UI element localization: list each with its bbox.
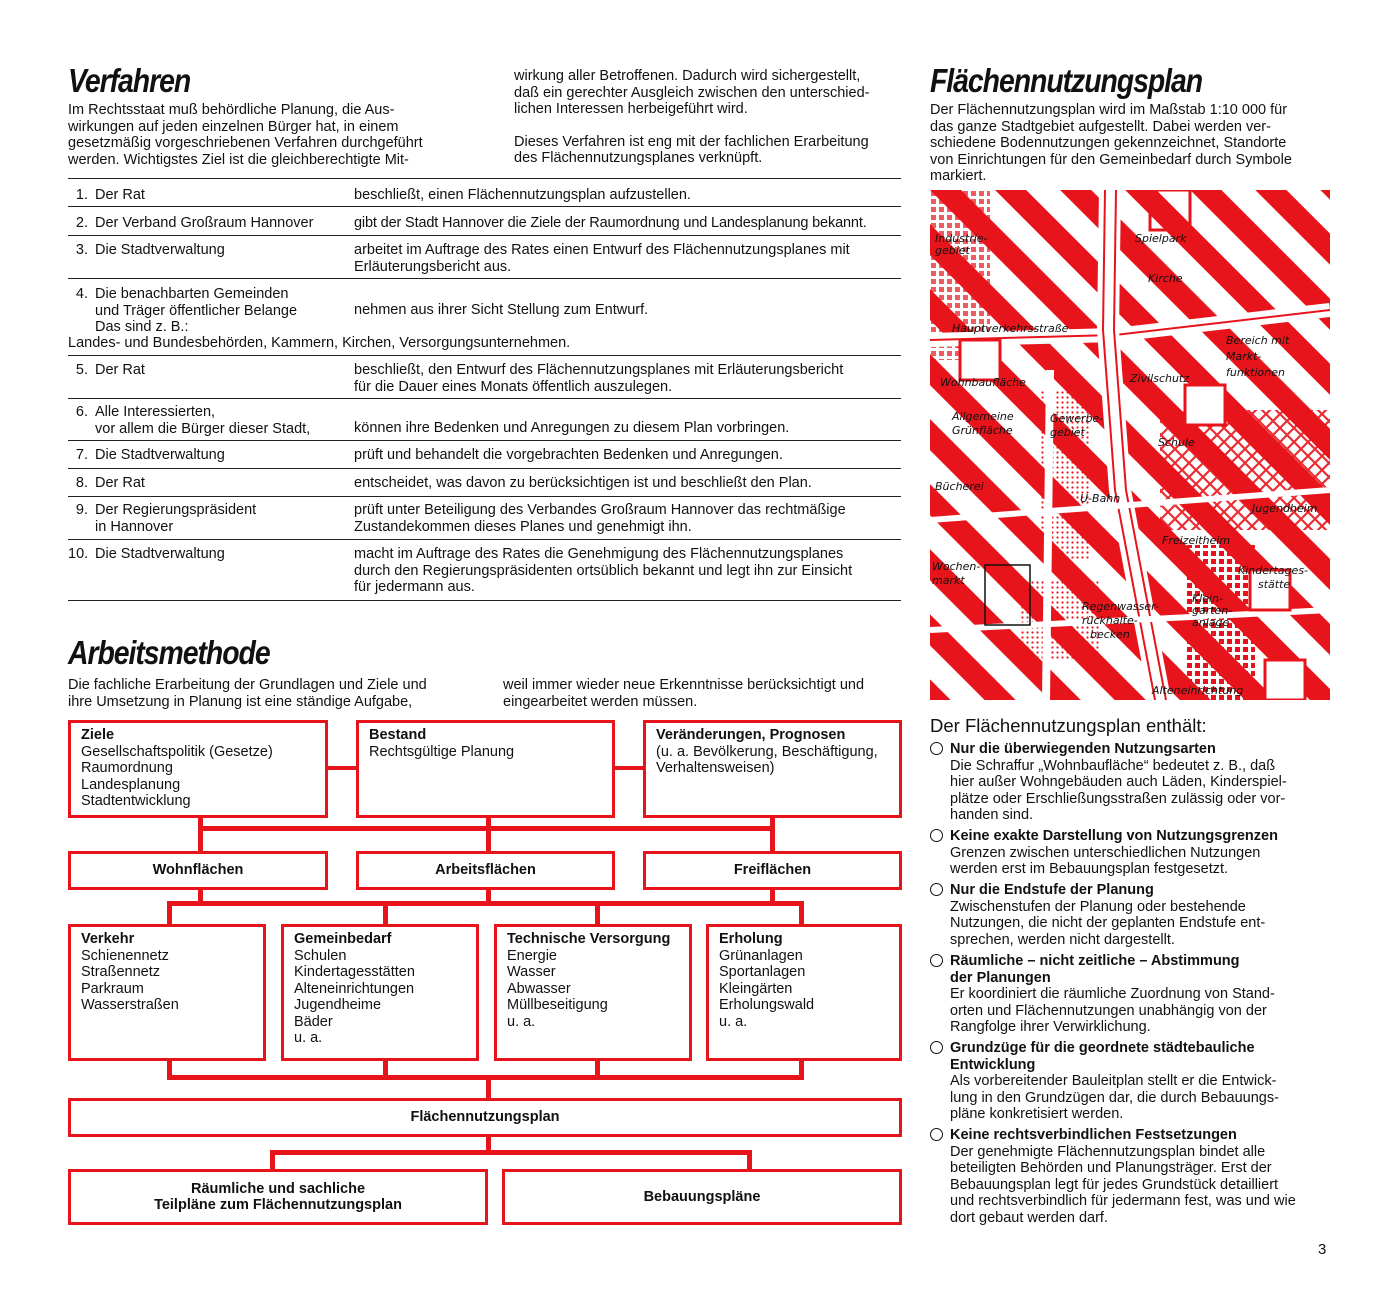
box-title: Veränderungen, Prognosen [656, 727, 846, 743]
circle-bullet-icon [930, 954, 943, 967]
step-action: nehmen aus ihrer Sicht Stellung zum Entwurf. [354, 302, 649, 318]
arbeitsmethode-intro-col2 [503, 677, 864, 710]
map-label: anlage [1192, 616, 1230, 629]
step-row [68, 496, 901, 540]
box-teilplaene [68, 1169, 488, 1225]
map-label: markt [932, 574, 965, 587]
text-line: Erläuterungsbericht aus. [354, 258, 512, 275]
map-label: Industrie- [935, 232, 988, 245]
box-line: Grünanlagen [719, 947, 803, 964]
text-line: ihre Umsetzung in Planung ist eine ständige Aufgabe, [68, 693, 413, 710]
box-line: u. a. [294, 1030, 323, 1046]
text-line: Grenzen zwischen unterschiedlichen Nutzungen [950, 844, 1261, 861]
map-label: garten- [1192, 604, 1233, 617]
step-row [68, 206, 901, 235]
list-item-text [950, 1144, 1340, 1227]
list-item [930, 828, 1340, 878]
step-number: 10. [68, 546, 89, 562]
step-subject: Die Stadtverwaltung [95, 546, 225, 562]
fnp-heading: Flächennutzungsplan [930, 62, 1203, 99]
text-line: Der Regierungspräsident [95, 502, 257, 518]
step-action: können ihre Bedenken und Anregungen zu diesem Plan vorbringen. [354, 420, 790, 436]
text-line: Dieses Verfahren ist eng mit der fachlichen Erarbeitung [514, 133, 869, 150]
list-item [930, 953, 1340, 1036]
list-item [930, 1127, 1340, 1226]
step-row [68, 355, 901, 399]
box-line: Kleingärten [719, 980, 793, 997]
text-line: sprechen, werden nicht dargestellt. [950, 931, 1175, 948]
step-action: beschließt, einen Flächennutzungsplan aufzustellen. [354, 187, 691, 203]
step-subject: Die Stadtverwaltung [95, 242, 225, 258]
step-row [68, 178, 901, 207]
connector [612, 766, 646, 770]
step-action: gibt der Stadt Hannover die Ziele der Raumordnung und Landesplanung bekannt. [354, 215, 867, 231]
text-line: eingearbeitet werden müssen. [503, 693, 698, 710]
step-row [68, 398, 901, 441]
map-label: gebiet [1050, 426, 1085, 439]
step-number: 4. [75, 286, 88, 302]
map-label: Klein- [1192, 592, 1224, 605]
list-item-title [950, 953, 1340, 986]
list-item-text [950, 1073, 1340, 1123]
connector [325, 766, 359, 770]
step-number: 9. [75, 502, 88, 518]
map-label: Allgemeine [952, 410, 1014, 423]
step-number: 6. [75, 404, 88, 420]
text-line: pläne konkretisiert werden. [950, 1106, 1124, 1122]
page-number: 3 [1318, 1241, 1327, 1258]
text-line: gesetzmäßig vorgeschriebenen Verfahren durchgeführt [68, 135, 423, 151]
box-verkehr [68, 924, 266, 1061]
text-line: Zustandekommen dieses Planes und genehmigt ihn. [354, 518, 692, 535]
step-number: 7. [75, 447, 88, 463]
box-line: Energie [507, 947, 557, 964]
text-line: macht im Auftrage des Rates die Genehmigung des Flächennutzungsplanes [354, 546, 844, 562]
text-line: Alle Interessierten, [95, 404, 216, 420]
box-title: Verkehr [81, 931, 135, 947]
map-label: Kindertages- [1238, 564, 1309, 577]
arbeitsmethode-intro-col1 [68, 677, 427, 710]
map-label: Wochen- [932, 560, 981, 573]
step-subject: Der Rat [95, 475, 145, 491]
step-row [68, 278, 901, 356]
text-line: des Flächennutzungsplanes verknüpft. [514, 150, 763, 166]
text-line: arbeitet im Auftrage des Rates einen Entwurf des Flächennutzungsplanes mit [354, 242, 850, 258]
text-line: Die fachliche Erarbeitung der Grundlagen und Ziele und [68, 677, 427, 693]
box-title: Bestand [369, 727, 427, 743]
step-subject [95, 286, 297, 336]
map-label: U-Bahn [1080, 492, 1121, 505]
map-label: Zivilschutz [1130, 372, 1190, 385]
text-line: daß ein gerechter Ausgleich zwischen den unterschied- [514, 84, 870, 101]
text-line: beschließt, den Entwurf des Flächennutzungsplanes mit Erläuterungsbericht [354, 362, 844, 378]
text-line: Räumliche – nicht zeitliche – Abstimmung [950, 953, 1240, 969]
box-line: Alteneinrichtungen [294, 980, 415, 997]
circle-bullet-icon [930, 1128, 943, 1141]
connector [486, 816, 491, 854]
box-line: Gesellschaftspolitik (Gesetze) [81, 743, 273, 760]
map-label: Spielpark [1135, 232, 1187, 245]
map-label: rückhalte- [1082, 614, 1138, 627]
circle-bullet-icon [930, 1041, 943, 1054]
text-line: und rechtsverbindlich für jedermann fest, was und wie [950, 1193, 1296, 1209]
text-line: Er koordiniert die räumliche Zuordnung von Stand- [950, 986, 1275, 1002]
step-subject: Die Stadtverwaltung [95, 447, 225, 463]
verfahren-intro-col1 [68, 102, 423, 168]
box-title: Gemeinbedarf [294, 931, 392, 947]
text-line: durch den Regierungspräsidenten ortsüblich bekannt und legt ihn zur Einsicht [354, 562, 853, 579]
box-line: Jugendheime [294, 997, 382, 1013]
spacer [514, 118, 869, 134]
box-title: Erholung [719, 931, 783, 947]
list-item-title: Keine exakte Darstellung von Nutzungsgrenzen [950, 828, 1278, 844]
text-line: wirkungen auf jeden einzelnen Bürger hat, in einem [68, 118, 399, 135]
box-erholung [706, 924, 902, 1061]
text-line: das ganze Stadtgebiet aufgestellt. Dabei werden ver- [930, 118, 1271, 135]
connector [770, 816, 775, 854]
list-item-title: Keine rechtsverbindlichen Festsetzungen [950, 1127, 1237, 1143]
step-number: 8. [75, 475, 88, 491]
box-line: Landesplanung [81, 776, 181, 793]
map-label: gebiet [935, 244, 970, 257]
box-line: u. a. [507, 1013, 536, 1030]
step-action [354, 242, 850, 275]
text-line: Im Rechtsstaat muß behördliche Planung, die Aus- [68, 102, 395, 118]
box-bestand [356, 720, 615, 818]
verfahren-heading: Verfahren [68, 62, 191, 99]
text-line: hier außer Wohngebäuden auch Läden, Kinderspiel- [950, 774, 1287, 790]
text-line: Der Flächennutzungsplan wird im Maßstab 1:10 000 für [930, 102, 1288, 118]
map-label: Kirche [1148, 272, 1183, 285]
connector [198, 826, 775, 831]
step-extra: Landes- und Bundesbehörden, Kammern, Kirchen, Versorgungsunternehmen. [68, 335, 571, 351]
box-line: u. a. [719, 1013, 748, 1030]
step-row [68, 440, 901, 469]
text-line: Das sind z. B.: [95, 319, 189, 335]
box-line: (u. a. Bevölkerung, Beschäftigung, [656, 743, 878, 760]
box-line: Bäder [294, 1013, 333, 1030]
text-line: Nutzungen, die nicht der geplanten Endstufe ent- [950, 915, 1266, 931]
list-item-text [950, 986, 1340, 1036]
text-line: für jedermann aus. [354, 579, 475, 595]
map-label: Alteneinrichtung [1152, 684, 1244, 697]
step-row [68, 468, 901, 497]
list-item [930, 1040, 1340, 1123]
text-line: Die Schraffur „Wohnbaufläche“ bedeutet z. B., daß [950, 757, 1276, 774]
map-label: funktionen [1226, 366, 1285, 379]
list-item [930, 741, 1340, 824]
text-line: Die benachbarten Gemeinden [95, 286, 289, 302]
fnp-intro [930, 102, 1292, 185]
land-use-map [930, 190, 1330, 700]
step-number: 5. [75, 362, 88, 378]
text-line: Zwischenstufen der Planung oder bestehende [950, 898, 1246, 915]
step-action: prüft und behandelt die vorgebrachten Bedenken und Anregungen. [354, 447, 783, 463]
step-number: 3. [75, 242, 88, 258]
box-line: Wasser [507, 964, 556, 980]
text-line: schiedene Bodennutzungen gekennzeichnet, Standorte [930, 135, 1287, 151]
map-label: Gewerbe- [1050, 412, 1104, 425]
map-label: Wohnbaufläche [940, 376, 1026, 389]
text-line: Bebauungsplan legt für jedes Grundstück detailliert [950, 1176, 1279, 1193]
text-line: beteiligten Behörden und Planungsträger. Erst der [950, 1160, 1272, 1176]
text-line: Der genehmigte Flächennutzungsplan bindet alle [950, 1143, 1266, 1160]
text-line: Entwicklung [950, 1056, 1036, 1073]
box-flaechennutzungsplan: Flächennutzungsplan [68, 1098, 902, 1137]
circle-bullet-icon [930, 742, 943, 755]
step-number: 2. [75, 215, 88, 231]
box-veraenderungen [643, 720, 902, 818]
text-line: der Planungen [950, 969, 1051, 986]
step-action: entscheidet, was davon zu berücksichtigen ist und beschließt den Plan. [354, 475, 812, 491]
text-line: weil immer wieder neue Erkenntnisse berücksichtigt und [503, 677, 865, 693]
step-subject [95, 404, 310, 437]
text-line: Grundzüge für die geordnete städtebauliche [950, 1040, 1255, 1056]
map-label: Bereich mit [1226, 334, 1290, 347]
list-item-title: Nur die Endstufe der Planung [950, 882, 1154, 898]
step-row [68, 539, 901, 601]
list-item-text [950, 758, 1340, 824]
box-line: Abwasser [507, 980, 571, 997]
list-item-title [950, 1040, 1340, 1073]
step-subject: Der Verband Großraum Hannover [95, 215, 314, 231]
box-line: Räumliche und sachliche [190, 1180, 366, 1197]
step-subject: Der Rat [95, 187, 145, 203]
box-line: Parkraum [81, 980, 144, 997]
map-label: becken [1090, 628, 1130, 641]
text-line: lung in den Grundzügen dar, die durch Bebauungs- [950, 1089, 1279, 1106]
box-wohnflaechen: Wohnflächen [68, 851, 328, 890]
text-line: lichen Interessen herbeigeführt wird. [514, 101, 748, 117]
map-label: Hauptverkehrsstraße [952, 322, 1069, 335]
map-label: Regenwasser- [1082, 600, 1159, 613]
map-label: Grünfläche [952, 424, 1013, 437]
circle-bullet-icon [930, 829, 943, 842]
connector [198, 816, 203, 854]
box-freiflaechen: Freiflächen [643, 851, 902, 890]
box-line: Müllbeseitigung [507, 997, 608, 1013]
box-line: Schulen [294, 947, 347, 964]
box-title: Ziele [81, 727, 115, 743]
step-action [354, 502, 846, 535]
map-label: Freizeitheim [1162, 534, 1231, 547]
box-technische-versorgung [494, 924, 692, 1061]
box-ziele [68, 720, 328, 818]
text-line: wirkung aller Betroffenen. Dadurch wird sichergestellt, [514, 68, 861, 84]
text-line: werden. Wichtigstes Ziel ist die gleichberechtigte Mit- [68, 151, 409, 168]
text-line: Rangfolge ihrer Verwirklichung. [950, 1019, 1151, 1035]
list-item-text [950, 845, 1340, 878]
box-line: Wasserstraßen [81, 997, 179, 1013]
map-label: stätte [1258, 578, 1291, 591]
box-line: Erholungswald [719, 997, 815, 1013]
verfahren-intro-col2 [514, 68, 869, 167]
box-line: Raumordnung [81, 760, 173, 776]
circle-bullet-icon [930, 883, 943, 896]
step-action [354, 362, 843, 395]
box-line: Straßennetz [81, 964, 160, 980]
list-item-title: Nur die überwiegenden Nutzungsarten [950, 741, 1216, 757]
box-bebauungsplaene: Bebauungspläne [502, 1169, 902, 1225]
text-line: für die Dauer eines Monats öffentlich auszulegen. [354, 378, 673, 395]
box-line: Schienennetz [81, 947, 169, 964]
connector [270, 1150, 752, 1155]
box-gemeinbedarf [281, 924, 479, 1061]
connector [167, 901, 804, 906]
box-title: Technische Versorgung [507, 931, 671, 947]
box-line: Verhaltensweisen) [656, 760, 775, 776]
step-number: 1. [75, 187, 88, 203]
step-action [354, 546, 852, 596]
text-line: prüft unter Beteiligung des Verbandes Großraum Hannover das rechtmäßige [354, 502, 846, 518]
text-line: vor allem die Bürger dieser Stadt, [95, 420, 311, 437]
step-subject: Der Rat [95, 362, 145, 378]
text-line: orten und Flächennutzungen unabhängig von der [950, 1002, 1267, 1019]
text-line: plätze oder Erschließungsstraßen zulässig oder vor- [950, 790, 1286, 807]
arbeitsmethode-heading: Arbeitsmethode [68, 634, 270, 671]
step-row [68, 235, 901, 279]
box-arbeitsflaechen: Arbeitsflächen [356, 851, 615, 890]
text-line: werden erst im Bebauungsplan festgesetzt. [950, 861, 1229, 877]
text-line: Als vorbereitender Bauleitplan stellt er die Entwick- [950, 1073, 1277, 1089]
contains-title: Der Flächennutzungsplan enthält: [930, 715, 1207, 736]
list-item [930, 882, 1340, 948]
box-line: Kindertagesstätten [294, 964, 415, 980]
map-label: Markt- [1226, 350, 1262, 363]
map-label: Schule [1158, 436, 1195, 449]
text-line: in Hannover [95, 518, 174, 535]
box-line: Stadtentwicklung [81, 793, 191, 809]
list-item-text [950, 899, 1340, 949]
text-line: handen sind. [950, 807, 1034, 823]
box-line: Rechtsgültige Planung [369, 743, 515, 760]
step-subject [95, 502, 256, 535]
text-line: und Träger öffentlicher Belange [95, 302, 298, 319]
text-line: markiert. [930, 168, 987, 184]
map-label: Bücherei [935, 480, 984, 493]
text-line: dort gebaut werden darf. [950, 1209, 1108, 1226]
box-line: Teilpläne zum Flächennutzungsplan [154, 1197, 402, 1213]
text-line: von Einrichtungen für den Gemeinbedarf durch Symbole [930, 151, 1292, 168]
map-label: Jugendheim [1252, 502, 1318, 515]
box-line: Sportanlagen [719, 964, 806, 980]
